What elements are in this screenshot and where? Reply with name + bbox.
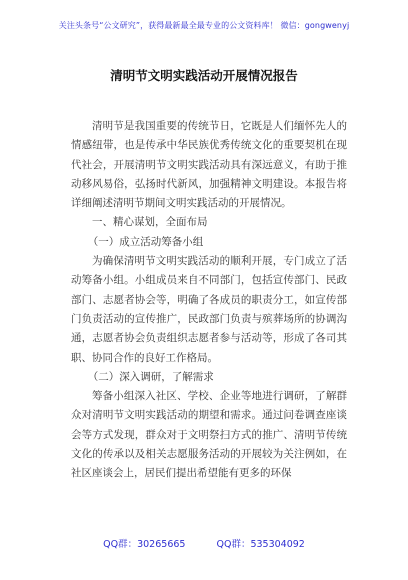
qq-group-1: QQ群：30265665 <box>103 539 186 550</box>
body-paragraph: 为确保清明节文明实践活动的顺利开展，专门成立了活动筹备小组。小组成员来自不同部门，包括宣传部门、民政部门、志愿者协会等，明确了各成员的职责分工，如宣传部门负责活动的宣传推广，民政部门负责与殡葬场所的协调沟通，志愿者协会负责组织志愿者参与活动等，形成了各司其职、协同合作的良好工作格局。 <box>71 255 347 364</box>
intro-paragraph: 清明节是我国重要的传统节日，它既是人们缅怀先人的情感纽带，也是传承中华民族优秀传统文化的重要契机在现代社会，开展清明节文明实践活动具有深远意义，有助于推动移风易俗，弘扬时代新风，加强精神文明建设。本报告将详细阐述清明节期间文明实践活动的开展情况。 <box>71 120 347 210</box>
section-heading: 一、精心谋划，全面布局 <box>92 216 208 229</box>
document-title: 清明节文明实践活动开展情况报告 <box>110 68 298 83</box>
document-body <box>71 117 347 484</box>
subsection-heading: （二）深入调研，了解需求 <box>87 370 214 383</box>
qq-group-2: QQ群：535304092 <box>216 539 305 550</box>
promo-banner: 关注头条号“公文研究”，获得最新最全最专业的公文资料库！ 微信：gongwenyj <box>58 21 350 30</box>
footer-contacts <box>0 536 408 550</box>
subsection-heading: （一）成立活动筹备小组 <box>87 235 204 248</box>
body-paragraph: 筹备小组深入社区、学校、企业等地进行调研，了解群众对清明节文明实践活动的期望和需求。通过问卷调查座谈会等方式发现，群众对于文明祭扫方式的推广、清明节传统文化的传承以及相关志愿服务活动的开展较为关注例如，在社区座谈会上，居民们提出希望能有更多的环保 <box>71 390 347 480</box>
